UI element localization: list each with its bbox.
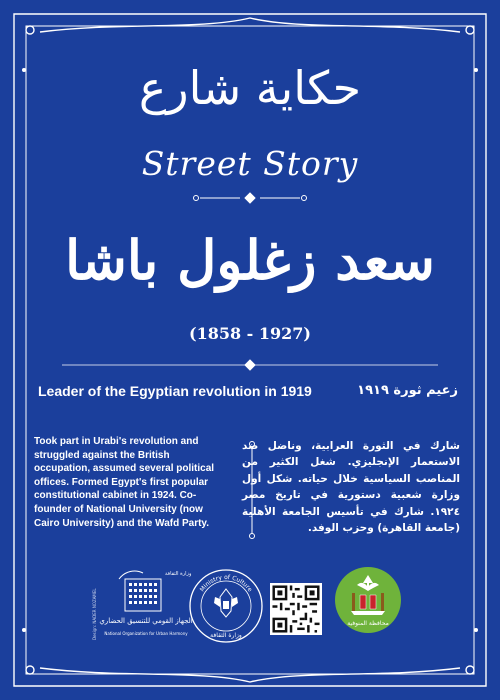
culture-text-english: Ministry of Culture — [198, 573, 254, 594]
person-name-arabic: سعد زغلول باشا — [65, 228, 435, 292]
nouh-ministry-text: وزارة الثقافة — [165, 571, 192, 577]
biography-english: Took part in Urabi's revolution and struggled against the British occupation, assumed several political offices. Formed Egypt's first popular constitutional cabinet in 1924. Co-founder of National University (now Cairo University) and the Wafd Party. — [34, 436, 215, 529]
design-credit: Design: NADER NOZAMEL — [92, 588, 97, 640]
street-story-title-english: Street Story — [141, 144, 359, 183]
culture-text-arabic: وزارة الثقافة — [210, 632, 242, 639]
gov-name-arabic: محافظة المنوفية — [347, 620, 389, 627]
headline-arabic: زعيم ثورة ١٩١٩ — [357, 383, 458, 398]
nouh-name-arabic: الجهاز القومي للتنسيق الحضاري — [99, 617, 193, 625]
headline-english: Leader of the Egyptian revolution in 1919 — [38, 383, 312, 399]
menoufia-governorate-logo — [333, 565, 403, 635]
life-dates: (1858 - 1927) — [189, 324, 311, 343]
biography-arabic: شارك في الثورة العرابية، وناضل ضد الاستعمار الإنجليزي. شغل الكثير من المناصب السياسية خلال حياته. شكل أول وزارة شعبية دستورية في تاريخ مصر ١٩٢٤. شارك في تأسيس الجامعة الأهلية (جامعة القاهرة) وحزب الوفد. — [242, 440, 460, 535]
nouh-logo — [99, 565, 193, 645]
nouh-name-english: National Organization for Urban Harmony — [104, 631, 188, 636]
ministry-of-culture-logo — [187, 567, 265, 645]
street-story-title-arabic: حكاية شارع — [138, 61, 362, 115]
qr-code[interactable] — [270, 583, 322, 635]
